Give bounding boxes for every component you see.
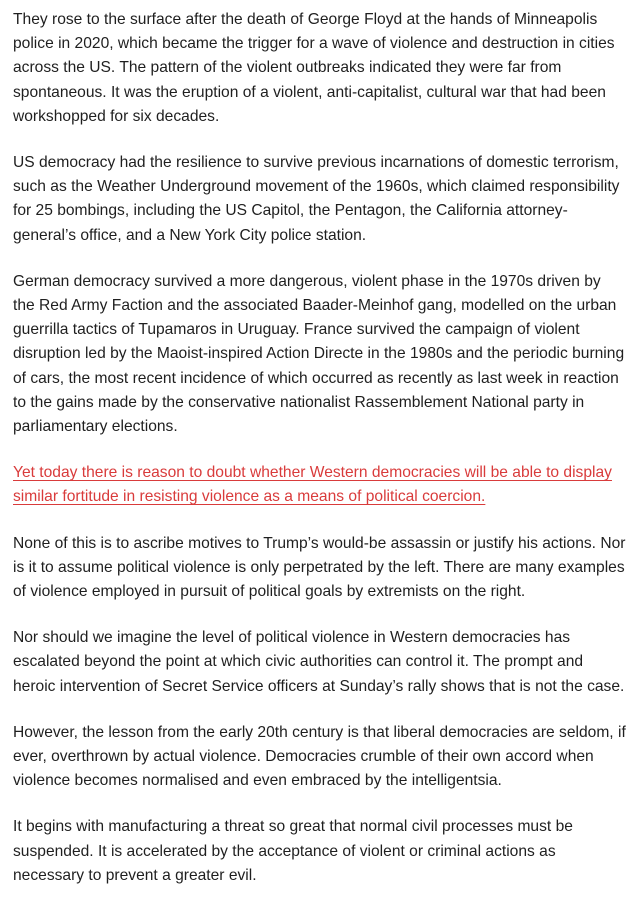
highlighted-link-paragraph[interactable]: Yet today there is reason to doubt whether Western democracies will be able to display similar fortitude in resisting violence as a means of political coercion.	[13, 464, 612, 506]
article-paragraph-2: US democracy had the resilience to survive previous incarnations of domestic terrorism, such as the Weather Underground movement of the 1960s, which claimed responsibility for 25 bombings, including the US Capitol, the Pentagon, the California attorney-general’s office, and a New York City police station.	[13, 154, 620, 244]
article-paragraph-3: German democracy survived a more dangerous, violent phase in the 1970s driven by the Red Army Faction and the associated Baader-Meinhof gang, modelled on the urban guerrilla tactics of Tupamaros in Uruguay. France survived the campaign of violent disruption led by the Maoist-inspired Action Directe in the 1980s and the periodic burning of cars, the most recent incidence of which occurred as recently as last week in reaction to the gains made by the conservative nationalist Rassemblement National party in parliamentary elections.	[13, 272, 625, 436]
article-paragraph-7: However, the lesson from the early 20th century is that liberal democracies are seldom, if ever, overthrown by actual violence. Democracies crumble of their own accord when violence becomes normalised and even embraced by the intelligentsia.	[13, 723, 626, 790]
article-paragraph-5: None of this is to ascribe motives to Trump’s would-be assassin or justify his actions. Nor is it to assume political violence is only perpetrated by the left. There are many examples of violence employed in pursuit of political goals by extremists on the right.	[13, 534, 626, 601]
article-paragraph-1: They rose to the surface after the death of George Floyd at the hands of Minneapolis police in 2020, which became the trigger for a wave of violence and destruction in cities across the US. The pattern of the violent outbreaks indicated they were far from spontaneous. It was the eruption of a violent, anti-capitalist, cultural war that had been workshopped for six decades.	[13, 11, 615, 125]
article-paragraph-8: It begins with manufacturing a threat so great that normal civil processes must be suspended. It is accelerated by the acceptance of violent or criminal actions as necessary to prevent a greater evil.	[13, 818, 573, 884]
article-paragraph-6: Nor should we imagine the level of political violence in Western democracies has escalated beyond the point at which civic authorities can control it. The prompt and heroic intervention of Secret Service officers at Sunday’s rally shows that is not the case.	[13, 629, 625, 695]
